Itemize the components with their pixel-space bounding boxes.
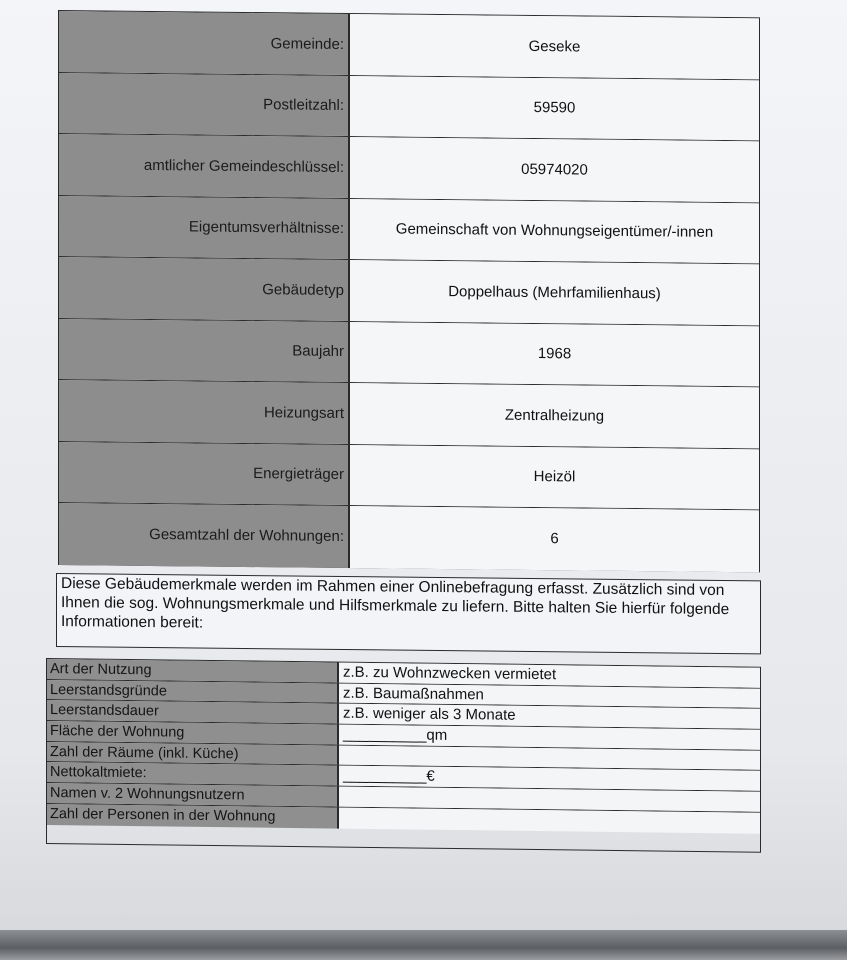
apartment-features-table bbox=[46, 658, 761, 853]
row-value: z.B. weniger als 3 Monate bbox=[339, 704, 760, 729]
row-label: Art der Nutzung bbox=[47, 659, 339, 682]
row-label: Heizungsart bbox=[59, 380, 350, 444]
table-row bbox=[59, 196, 759, 265]
row-label: Gesamtzahl der Wohnungen: bbox=[59, 503, 350, 568]
row-label: Namen v. 2 Wohnungsnutzern bbox=[47, 783, 339, 806]
table-row bbox=[59, 73, 759, 142]
table-row bbox=[59, 380, 759, 449]
row-label: Gemeinde: bbox=[59, 11, 350, 75]
row-value: 1968 bbox=[350, 322, 759, 387]
row-label: Zahl der Personen in der Wohnung bbox=[47, 804, 339, 828]
table-row bbox=[59, 503, 759, 572]
row-value: Heizöl bbox=[350, 445, 759, 510]
row-label: Postleitzahl: bbox=[59, 73, 350, 137]
row-label: amtlicher Gemeindeschlüssel: bbox=[59, 134, 350, 198]
row-label: Leerstandsgründe bbox=[47, 680, 339, 703]
row-label: Zahl der Räume (inkl. Küche) bbox=[47, 742, 339, 765]
table-row bbox=[59, 319, 759, 388]
table-row bbox=[59, 11, 759, 80]
row-value: __________qm bbox=[339, 725, 760, 750]
row-value: Gemeinschaft von Wohnungseigentümer/-innen bbox=[350, 199, 759, 264]
row-label: Fläche der Wohnung bbox=[47, 721, 339, 744]
row-value: Doppelhaus (Mehrfamilienhaus) bbox=[350, 260, 759, 325]
row-value: 05974020 bbox=[350, 137, 759, 202]
row-value: Zentralheizung bbox=[350, 383, 759, 448]
row-label: Leerstandsdauer bbox=[47, 700, 339, 723]
info-note: Diese Gebäudemerkmale werden im Rahmen einer Onlinebefragung erfasst. Zusätzlich sind von Ihnen die sog. Wohnungsmerkmale und Hilfsmerkmale zu liefern. Bitte halten Sie hierfür folgende Informationen bereit: bbox=[56, 573, 761, 654]
row-label: Energieträger bbox=[59, 442, 350, 506]
row-value: Geseke bbox=[350, 14, 759, 79]
row-value: z.B. Baumaßnahmen bbox=[339, 683, 760, 708]
row-label: Baujahr bbox=[59, 319, 350, 383]
row-label: Eigentumsverhältnisse: bbox=[59, 196, 350, 260]
row-label: Nettokaltmiete: bbox=[47, 762, 339, 785]
table-row bbox=[59, 442, 759, 511]
table-row bbox=[59, 134, 759, 203]
page-bottom-edge bbox=[0, 930, 847, 960]
row-value: z.B. zu Wohnzwecken vermietet bbox=[339, 663, 760, 688]
row-value bbox=[339, 807, 760, 833]
table-row bbox=[59, 257, 759, 326]
row-value: __________€ bbox=[339, 766, 760, 791]
row-value: 6 bbox=[350, 506, 759, 572]
row-label: Gebäudetyp bbox=[59, 257, 350, 321]
building-features-table bbox=[58, 10, 760, 572]
row-value: 59590 bbox=[350, 76, 759, 141]
